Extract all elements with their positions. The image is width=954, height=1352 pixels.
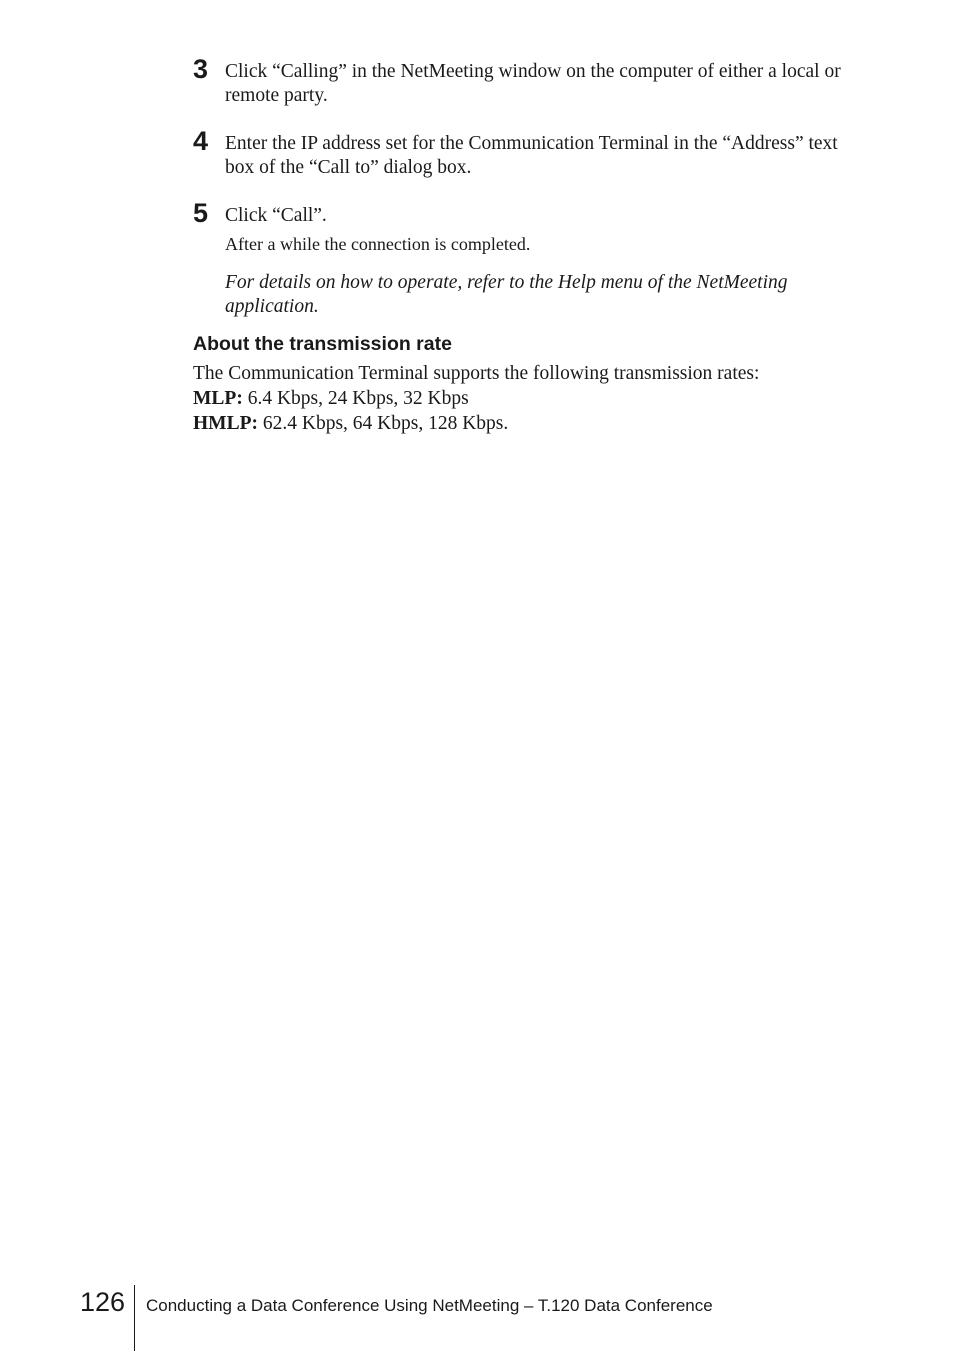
rate-value: 62.4 Kbps, 64 Kbps, 128 Kbps. <box>257 413 509 434</box>
section-intro: The Communication Terminal supports the following transmission rates: <box>193 363 760 384</box>
step-number: 4 <box>193 126 209 156</box>
page-number: 126 <box>80 1287 126 1317</box>
rate-line-hmlp <box>193 411 873 436</box>
rate-line-mlp <box>193 386 873 411</box>
footer-chapter-title: Conducting a Data Conference Using NetMeeting – T.120 Data Conference <box>146 1296 713 1315</box>
rate-label: MLP: <box>193 388 243 409</box>
step-text: Enter the IP address set for the Communication Terminal in the “Address” text box of the “Call to” dialog box. <box>225 133 838 178</box>
note-text: For details on how to operate, refer to the Help menu of the NetMeeting application. <box>225 272 788 317</box>
footer-divider <box>134 1285 135 1351</box>
step-text: Click “Call”. <box>225 205 327 226</box>
step-text: Click “Calling” in the NetMeeting window on the computer of either a local or remote party. <box>225 61 841 106</box>
section-heading: About the transmission rate <box>193 333 452 355</box>
rate-label: HMLP: <box>193 413 258 434</box>
step-number: 3 <box>193 54 209 84</box>
step-5-result: After a while the connection is completed. <box>225 234 531 254</box>
step-number: 5 <box>193 198 209 228</box>
rate-value: 6.4 Kbps, 24 Kbps, 32 Kbps <box>242 388 469 409</box>
